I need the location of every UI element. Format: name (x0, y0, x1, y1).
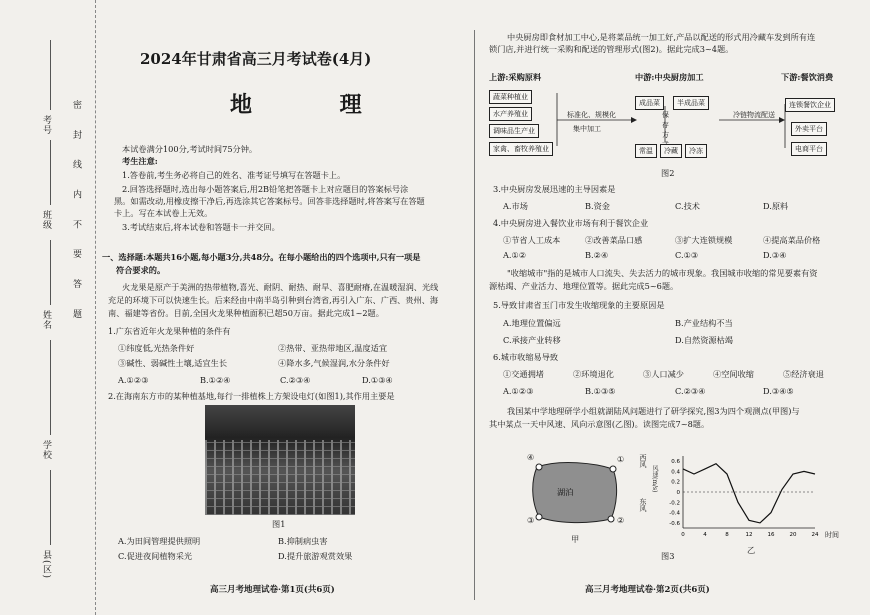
figure-3-caption: 图3 (661, 551, 675, 561)
notice-title: 考生注意: (122, 156, 158, 166)
q4-choice-c[interactable]: C.①③ (675, 250, 699, 260)
q2-choice-c[interactable]: C.促进夜间植物采光 (118, 551, 193, 561)
question-6: 6.城市收缩易导致 (493, 352, 559, 362)
q6-option: ②环境退化 (573, 369, 614, 379)
flow-outlet-box: 电商平台 (791, 142, 827, 156)
passage-2-line: "收缩城市"指的是城市人口流失、失去活力的城市现象。我国城市收缩的常见要素有资 (507, 268, 818, 278)
flow-process-label: 集中加工 (573, 125, 601, 133)
q3-intro-line: 中央厨房即食材加工中心,是将菜品统一加工好,产品以配送的形式用冷藏车发到所有连 (507, 32, 816, 42)
q4-option: ③扩大连锁规模 (675, 235, 733, 245)
binding-line (50, 40, 51, 110)
point-label: ② (617, 515, 625, 525)
x-tick-label: 12 (745, 532, 753, 538)
y-tick-label: -0.2 (669, 500, 680, 507)
binding-strip (0, 0, 96, 615)
notice-line: 卡上。写在本试卷上无效。 (114, 208, 213, 218)
q1-option: ③碱性、弱碱性土壤,适宜生长 (118, 358, 228, 368)
chart-y-axis-label: 风速(m/s) (651, 465, 658, 493)
q6-choice-c[interactable]: C.②③④ (675, 386, 706, 396)
question-1: 1.广东省近年火龙果种植的条件有 (108, 326, 231, 336)
page-2 (485, 0, 863, 615)
q3-choice-d[interactable]: D.原料 (763, 201, 789, 211)
section-heading: 一、选择题:本题共16小题,每小题3分,共48分。在每小题给出的四个选项中,只有一项是 (102, 252, 421, 262)
page-2-footer: 高三月考地理试卷·第2页(共6页) (585, 585, 710, 595)
question-5: 5.导致甘肃省玉门市发生收缩现象的主要原因是 (493, 300, 665, 310)
flow-process-label: 标准化、规模化 (567, 111, 616, 119)
passage-line: 充足的环境下可以快速生长。后来经由中南半岛引种到台湾省,再引入广东、广西、贵州、海 (108, 295, 439, 305)
binding-line (50, 340, 51, 435)
q3-choice-a[interactable]: A.市场 (503, 201, 528, 211)
q4-choice-a[interactable]: A.①② (503, 250, 527, 260)
q5-choice-d[interactable]: D.自然资源枯竭 (675, 335, 733, 345)
q5-choice-a[interactable]: A.地理位置偏远 (503, 318, 561, 328)
chart-direction-east: 东风 (639, 498, 647, 512)
q5-choice-c[interactable]: C.承接产业转移 (503, 335, 561, 345)
passage-3-line: 我国某中学地理研学小组就湖陆风问题进行了研学探究,图3为四个观测点(甲图)与 (507, 406, 800, 416)
flow-upstream-label: 上游:采购原料 (489, 72, 542, 82)
observation-point-1 (536, 464, 542, 470)
flow-source-box: 家禽、畜牧养殖业 (489, 142, 553, 156)
passage-3-line: 其中某点一天中风速、风向示意图(乙图)。读图完成7~8题。 (489, 419, 710, 429)
exam-intro: 本试卷满分100分,考试时间75分钟。 (122, 144, 258, 154)
observation-point-2 (610, 466, 616, 472)
q4-choice-d[interactable]: D.③④ (763, 250, 787, 260)
notice-line: 1.答卷前,考生务必将自己的姓名、准考证号填写在答题卡上。 (122, 170, 346, 180)
q3-intro-line: 锁门店,并进行统一采购和配送的管理形式(图2)。据此完成3~4题。 (489, 44, 734, 54)
flow-outlet-box: 连锁餐饮企业 (785, 98, 835, 112)
flow-source-box: 水产养殖业 (489, 107, 532, 121)
question-3: 3.中央厨房发展迅速的主导因素是 (493, 184, 616, 194)
q4-option: ①节省人工成本 (503, 235, 561, 245)
q3-choice-b[interactable]: B.资金 (585, 201, 610, 211)
observation-point-3 (608, 516, 614, 522)
q2-choice-a[interactable]: A.为田间管理提供照明 (118, 536, 201, 546)
wind-speed-line (683, 464, 815, 523)
binding-label-name: 姓名 (41, 310, 51, 330)
y-tick-label: 0.2 (671, 479, 680, 486)
chart-direction-west: 西风 (639, 454, 647, 468)
page-divider (474, 30, 475, 600)
q2-choice-b[interactable]: B.抑制病虫害 (278, 536, 328, 546)
map-label-jia: 甲 (571, 534, 580, 544)
lake-label: 湖泊 (557, 487, 574, 497)
q1-choice-d[interactable]: D.①③④ (362, 375, 393, 385)
point-label: ③ (527, 515, 535, 525)
flow-storage-box: 冷藏 (660, 144, 682, 158)
question-2: 2.在海南东方市的某种植基地,每行一排植株上方架设电灯(如图1),其作用主要是 (108, 391, 395, 401)
point-label: ④ (527, 452, 535, 462)
x-tick-label: 0 (681, 532, 685, 538)
binding-label-school: 学校 (41, 440, 51, 460)
flow-outlet-box: 外卖平台 (791, 122, 827, 136)
x-tick-label: 8 (725, 532, 729, 538)
passage-line: 南、福建等省份。目前,全国火龙果种植面积已超50万亩。据此完成1~2题。 (108, 308, 384, 318)
q3-choice-c[interactable]: C.技术 (675, 201, 700, 211)
page-1 (100, 0, 470, 615)
y-tick-label: 0 (676, 490, 680, 496)
passage-2-line: 源枯竭、产业活力、地理位置等。据此完成5~6题。 (489, 281, 679, 291)
q1-choice-a[interactable]: A.①②③ (118, 375, 149, 385)
x-tick-label: 20 (789, 532, 797, 538)
q6-option: ①交通拥堵 (503, 369, 544, 379)
flow-product-box: 半成品菜 (673, 96, 709, 110)
y-tick-label: -0.4 (669, 510, 680, 517)
q4-option: ②改善菜品口感 (585, 235, 643, 245)
notice-line: 黑。如需改动,用橡皮擦干净后,再选涂其它答案标号。回答非选择题时,将答案写在答题 (114, 196, 425, 206)
notice-line: 3.考试结束后,将本试卷和答题卡一并交回。 (122, 222, 280, 232)
pitaya-field-photo (205, 405, 355, 515)
flowchart-connectors (485, 88, 863, 168)
q4-option: ④提高菜品价格 (763, 235, 821, 245)
flow-storage-label: 保存方 (662, 111, 669, 139)
section-heading-cont: 符合要求的。 (116, 265, 166, 275)
q6-choice-a[interactable]: A.①②③ (503, 386, 534, 396)
y-tick-label: -0.6 (669, 520, 680, 527)
binding-line (50, 140, 51, 205)
flow-product-box: 成品菜 (635, 96, 664, 110)
q1-option: ②热带、亚热带地区,温度适宜 (278, 343, 388, 353)
x-tick-label: 16 (767, 532, 775, 538)
q1-choice-b[interactable]: B.①②④ (200, 375, 231, 385)
q6-option: ③人口减少 (643, 369, 684, 379)
chart-label-yi: 乙 (747, 545, 756, 555)
y-tick-label: 0.4 (671, 469, 680, 476)
binding-label-exam-number: 考号 (41, 115, 51, 135)
exam-title: 2024年甘肃省高三月考试卷(4月) (140, 50, 372, 68)
q1-option: ④降水多,气候湿润,水分条件好 (278, 358, 390, 368)
observation-point-4 (536, 514, 542, 520)
notice-line: 2.回答选择题时,选出每小题答案后,用2B铅笔把答题卡上对应题目的答案标号涂 (122, 184, 409, 194)
q5-choice-b[interactable]: B.产业结构不当 (675, 318, 733, 328)
question-4: 4.中央厨房进入餐饮业市场有利于餐饮企业 (493, 218, 649, 228)
q6-choice-d[interactable]: D.③④⑤ (763, 386, 794, 396)
binding-line (50, 470, 51, 545)
q6-option: ⑤经济衰退 (783, 369, 824, 379)
figure-1-caption: 图1 (272, 519, 286, 529)
flow-source-box: 蔬菜种植业 (489, 90, 532, 104)
wind-speed-chart (655, 448, 825, 543)
q2-choice-d[interactable]: D.提升旅游观赏效果 (278, 551, 353, 561)
flow-delivery-label: 冷链物流配送 (733, 111, 775, 119)
passage-line: 火龙果是原产于美洲的热带植物,喜光、耐阴、耐热、耐旱、喜肥耐瘠,在温暖湿润、光线 (122, 282, 439, 292)
x-tick-label: 24 (811, 532, 819, 538)
flow-downstream-label: 下游:餐饮消费 (781, 72, 834, 82)
subject-title: 地 理 (230, 92, 402, 118)
q4-choice-b[interactable]: B.②④ (585, 250, 609, 260)
flow-storage-box: 冷冻 (685, 144, 707, 158)
seal-line-notice: 密 封 线 内 不 要 答 题 (71, 100, 81, 328)
q1-choice-c[interactable]: C.②③④ (280, 375, 311, 385)
q6-choice-b[interactable]: B.①③⑤ (585, 386, 616, 396)
flow-storage-box: 常温 (635, 144, 657, 158)
x-tick-label: 4 (703, 532, 707, 538)
binding-line (50, 240, 51, 305)
flow-source-box: 调味品生产业 (489, 124, 539, 138)
q6-option: ④空间收缩 (713, 369, 754, 379)
binding-label-class: 班级 (41, 210, 51, 230)
point-label: ① (617, 454, 625, 464)
flow-midstream-label: 中游:中央厨房加工 (635, 72, 704, 82)
figure-2-caption: 图2 (661, 168, 675, 178)
q1-option: ①纬度低,光热条件好 (118, 343, 195, 353)
binding-label-county: 县(区) (41, 550, 51, 580)
chart-x-axis-label: 时间 (825, 531, 839, 539)
y-tick-label: 0.6 (671, 459, 680, 466)
page-1-footer: 高三月考地理试卷·第1页(共6页) (210, 585, 335, 595)
